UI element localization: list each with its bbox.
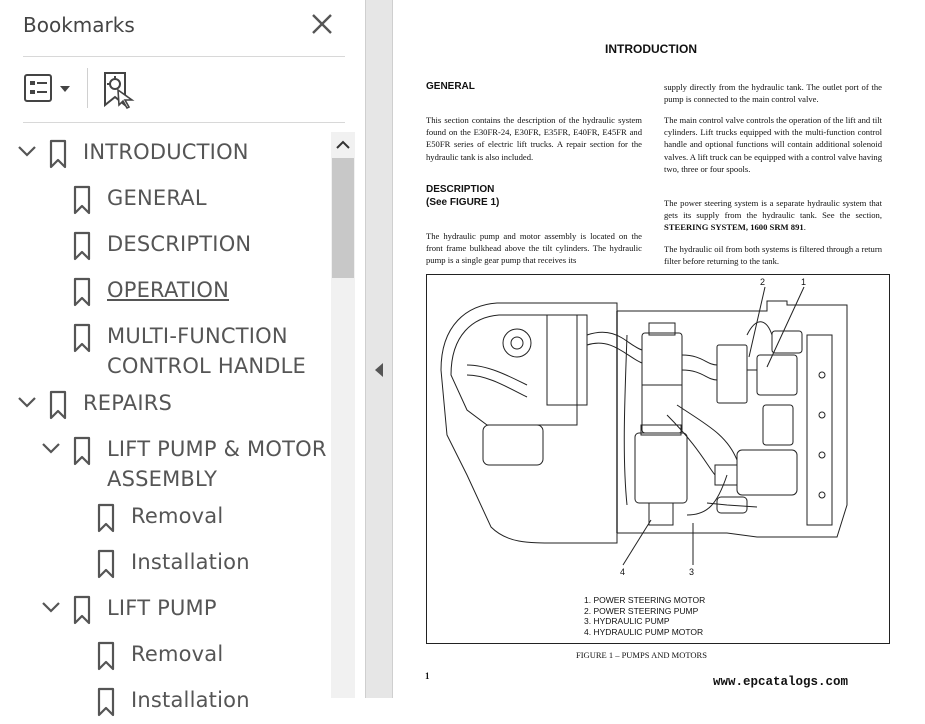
bookmark-icon bbox=[72, 231, 92, 261]
bookmark-icon bbox=[96, 549, 116, 579]
bookmark-label-line2: CONTROL HANDLE bbox=[107, 354, 307, 378]
paragraph-description: The hydraulic pump and motor assembly is located on the front frame bulkhead above the tilt cylinders. The hydraulic pump is a single gear pump that receives its bbox=[426, 231, 642, 266]
document-page bbox=[394, 0, 925, 698]
figure-frame bbox=[426, 274, 890, 644]
bookmark-label: LIFT PUMP & MOTOR bbox=[107, 437, 327, 461]
bookmark-item[interactable] bbox=[0, 268, 330, 314]
bookmark-label: REPAIRS bbox=[83, 391, 173, 415]
xref-steering[interactable]: STEERING SYSTEM, 1600 SRM 891 bbox=[664, 222, 804, 233]
paragraph-col2-3 bbox=[664, 197, 882, 234]
figure-caption: FIGURE 1 – PUMPS AND MOTORS bbox=[576, 650, 707, 660]
bookmark-label-line2: ASSEMBLY bbox=[107, 467, 218, 491]
bookmark-item[interactable] bbox=[0, 678, 330, 724]
bookmark-icon bbox=[72, 185, 92, 215]
bookmark-item[interactable] bbox=[0, 540, 330, 586]
figure-legend bbox=[584, 595, 705, 637]
bookmark-label: MULTI-FUNCTION bbox=[107, 324, 288, 348]
chevron-up-icon bbox=[331, 132, 355, 158]
bookmarks-panel bbox=[0, 0, 365, 712]
paragraph-col2-2: The main control valve controls the operation of the lift and tilt cylinders. Lift trucks equipped with the multi-function control handle and optional functions will contain additional solenoid valves. A lift truck can be equipped with a control valve having two, three or four spools. bbox=[664, 115, 882, 174]
section-heading-description: DESCRIPTION bbox=[426, 184, 495, 195]
find-current-bookmark-button[interactable] bbox=[100, 70, 136, 108]
scroll-up-button[interactable] bbox=[331, 132, 355, 158]
text-run: The power steering system is a separate hydraulic system that gets its supply from the hydraulic tank. See the section, bbox=[664, 198, 882, 221]
bookmark-icon bbox=[96, 687, 116, 717]
bookmark-options-icon bbox=[23, 72, 75, 106]
bookmark-item[interactable] bbox=[0, 494, 330, 540]
watermark-text: www.epcatalogs.com bbox=[713, 675, 849, 689]
section-heading-general: GENERAL bbox=[426, 81, 475, 92]
bookmark-icon bbox=[72, 595, 92, 625]
panel-title: Bookmarks bbox=[23, 13, 135, 37]
bookmark-options-button[interactable] bbox=[23, 72, 75, 106]
bookmark-item[interactable] bbox=[0, 222, 330, 268]
bookmark-item[interactable] bbox=[0, 586, 330, 632]
divider bbox=[23, 122, 345, 123]
legend-item: 4. HYDRAULIC PUMP MOTOR bbox=[584, 626, 704, 637]
find-current-bookmark-icon bbox=[100, 70, 136, 108]
bookmark-item[interactable] bbox=[0, 176, 330, 222]
bookmark-label: Removal bbox=[131, 504, 224, 528]
legend-item: 2. POWER STEERING PUMP bbox=[584, 605, 699, 616]
bookmark-label: OPERATION bbox=[107, 278, 229, 302]
chevron-down-icon[interactable] bbox=[41, 440, 61, 456]
bookmark-label: INTRODUCTION bbox=[83, 140, 249, 164]
bookmark-item[interactable] bbox=[0, 130, 330, 176]
bookmark-label: Installation bbox=[131, 688, 250, 712]
bookmark-icon bbox=[48, 390, 68, 420]
divider bbox=[23, 56, 345, 57]
triangle-left-icon bbox=[372, 361, 386, 379]
bookmark-icon bbox=[72, 436, 92, 466]
bookmark-item[interactable] bbox=[0, 632, 330, 678]
callout-4: 4 bbox=[620, 567, 626, 577]
bookmark-label: GENERAL bbox=[107, 186, 207, 210]
page-title: INTRODUCTION bbox=[605, 42, 697, 56]
bookmark-item[interactable] bbox=[0, 381, 330, 427]
legend-item: 1. POWER STEERING MOTOR bbox=[584, 595, 706, 605]
bookmark-label: Removal bbox=[131, 642, 224, 666]
bookmark-label: Installation bbox=[131, 550, 250, 574]
bookmark-item[interactable] bbox=[0, 427, 330, 491]
close-panel-button[interactable] bbox=[309, 11, 335, 37]
pumps-and-motors-illustration bbox=[427, 275, 889, 643]
scrollbar-thumb[interactable] bbox=[332, 158, 354, 278]
bookmark-icon bbox=[96, 641, 116, 671]
paragraph-general: This section contains the description of the hydraulic system found on the E30FR-24, E30FR, E35FR, E40FR, E45FR and E50FR series of electric lift trucks. A repair section for the hydraulic tank is also included. bbox=[426, 115, 642, 162]
bookmark-icon bbox=[96, 503, 116, 533]
chevron-down-icon[interactable] bbox=[17, 143, 37, 159]
paragraph-col2-1: supply directly from the hydraulic tank. The outlet port of the pump is connected to the main control valve. bbox=[664, 82, 882, 105]
callout-2: 2 bbox=[760, 277, 766, 287]
bookmark-icon bbox=[72, 323, 92, 353]
callout-3: 3 bbox=[689, 567, 695, 577]
bookmark-label: DESCRIPTION bbox=[107, 232, 252, 256]
bookmark-item[interactable] bbox=[0, 314, 330, 378]
close-icon bbox=[309, 11, 335, 37]
toolbar-separator bbox=[87, 68, 88, 108]
panel-splitter[interactable] bbox=[365, 0, 393, 698]
callout-1: 1 bbox=[801, 277, 807, 287]
text-run: . bbox=[803, 222, 806, 233]
bookmark-icon bbox=[48, 139, 68, 169]
bookmark-label: LIFT PUMP bbox=[107, 596, 217, 620]
chevron-down-icon[interactable] bbox=[17, 394, 37, 410]
collapse-panel-button[interactable] bbox=[372, 361, 386, 379]
section-subheading-description: (See FIGURE 1) bbox=[426, 197, 500, 208]
page-number: 1 bbox=[425, 671, 430, 681]
bookmark-icon bbox=[72, 277, 92, 307]
paragraph-col2-4: The hydraulic oil from both systems is filtered through a return filter before returning to the tank. bbox=[664, 244, 882, 267]
legend-item: 3. HYDRAULIC PUMP bbox=[584, 616, 670, 626]
chevron-down-icon[interactable] bbox=[41, 599, 61, 615]
